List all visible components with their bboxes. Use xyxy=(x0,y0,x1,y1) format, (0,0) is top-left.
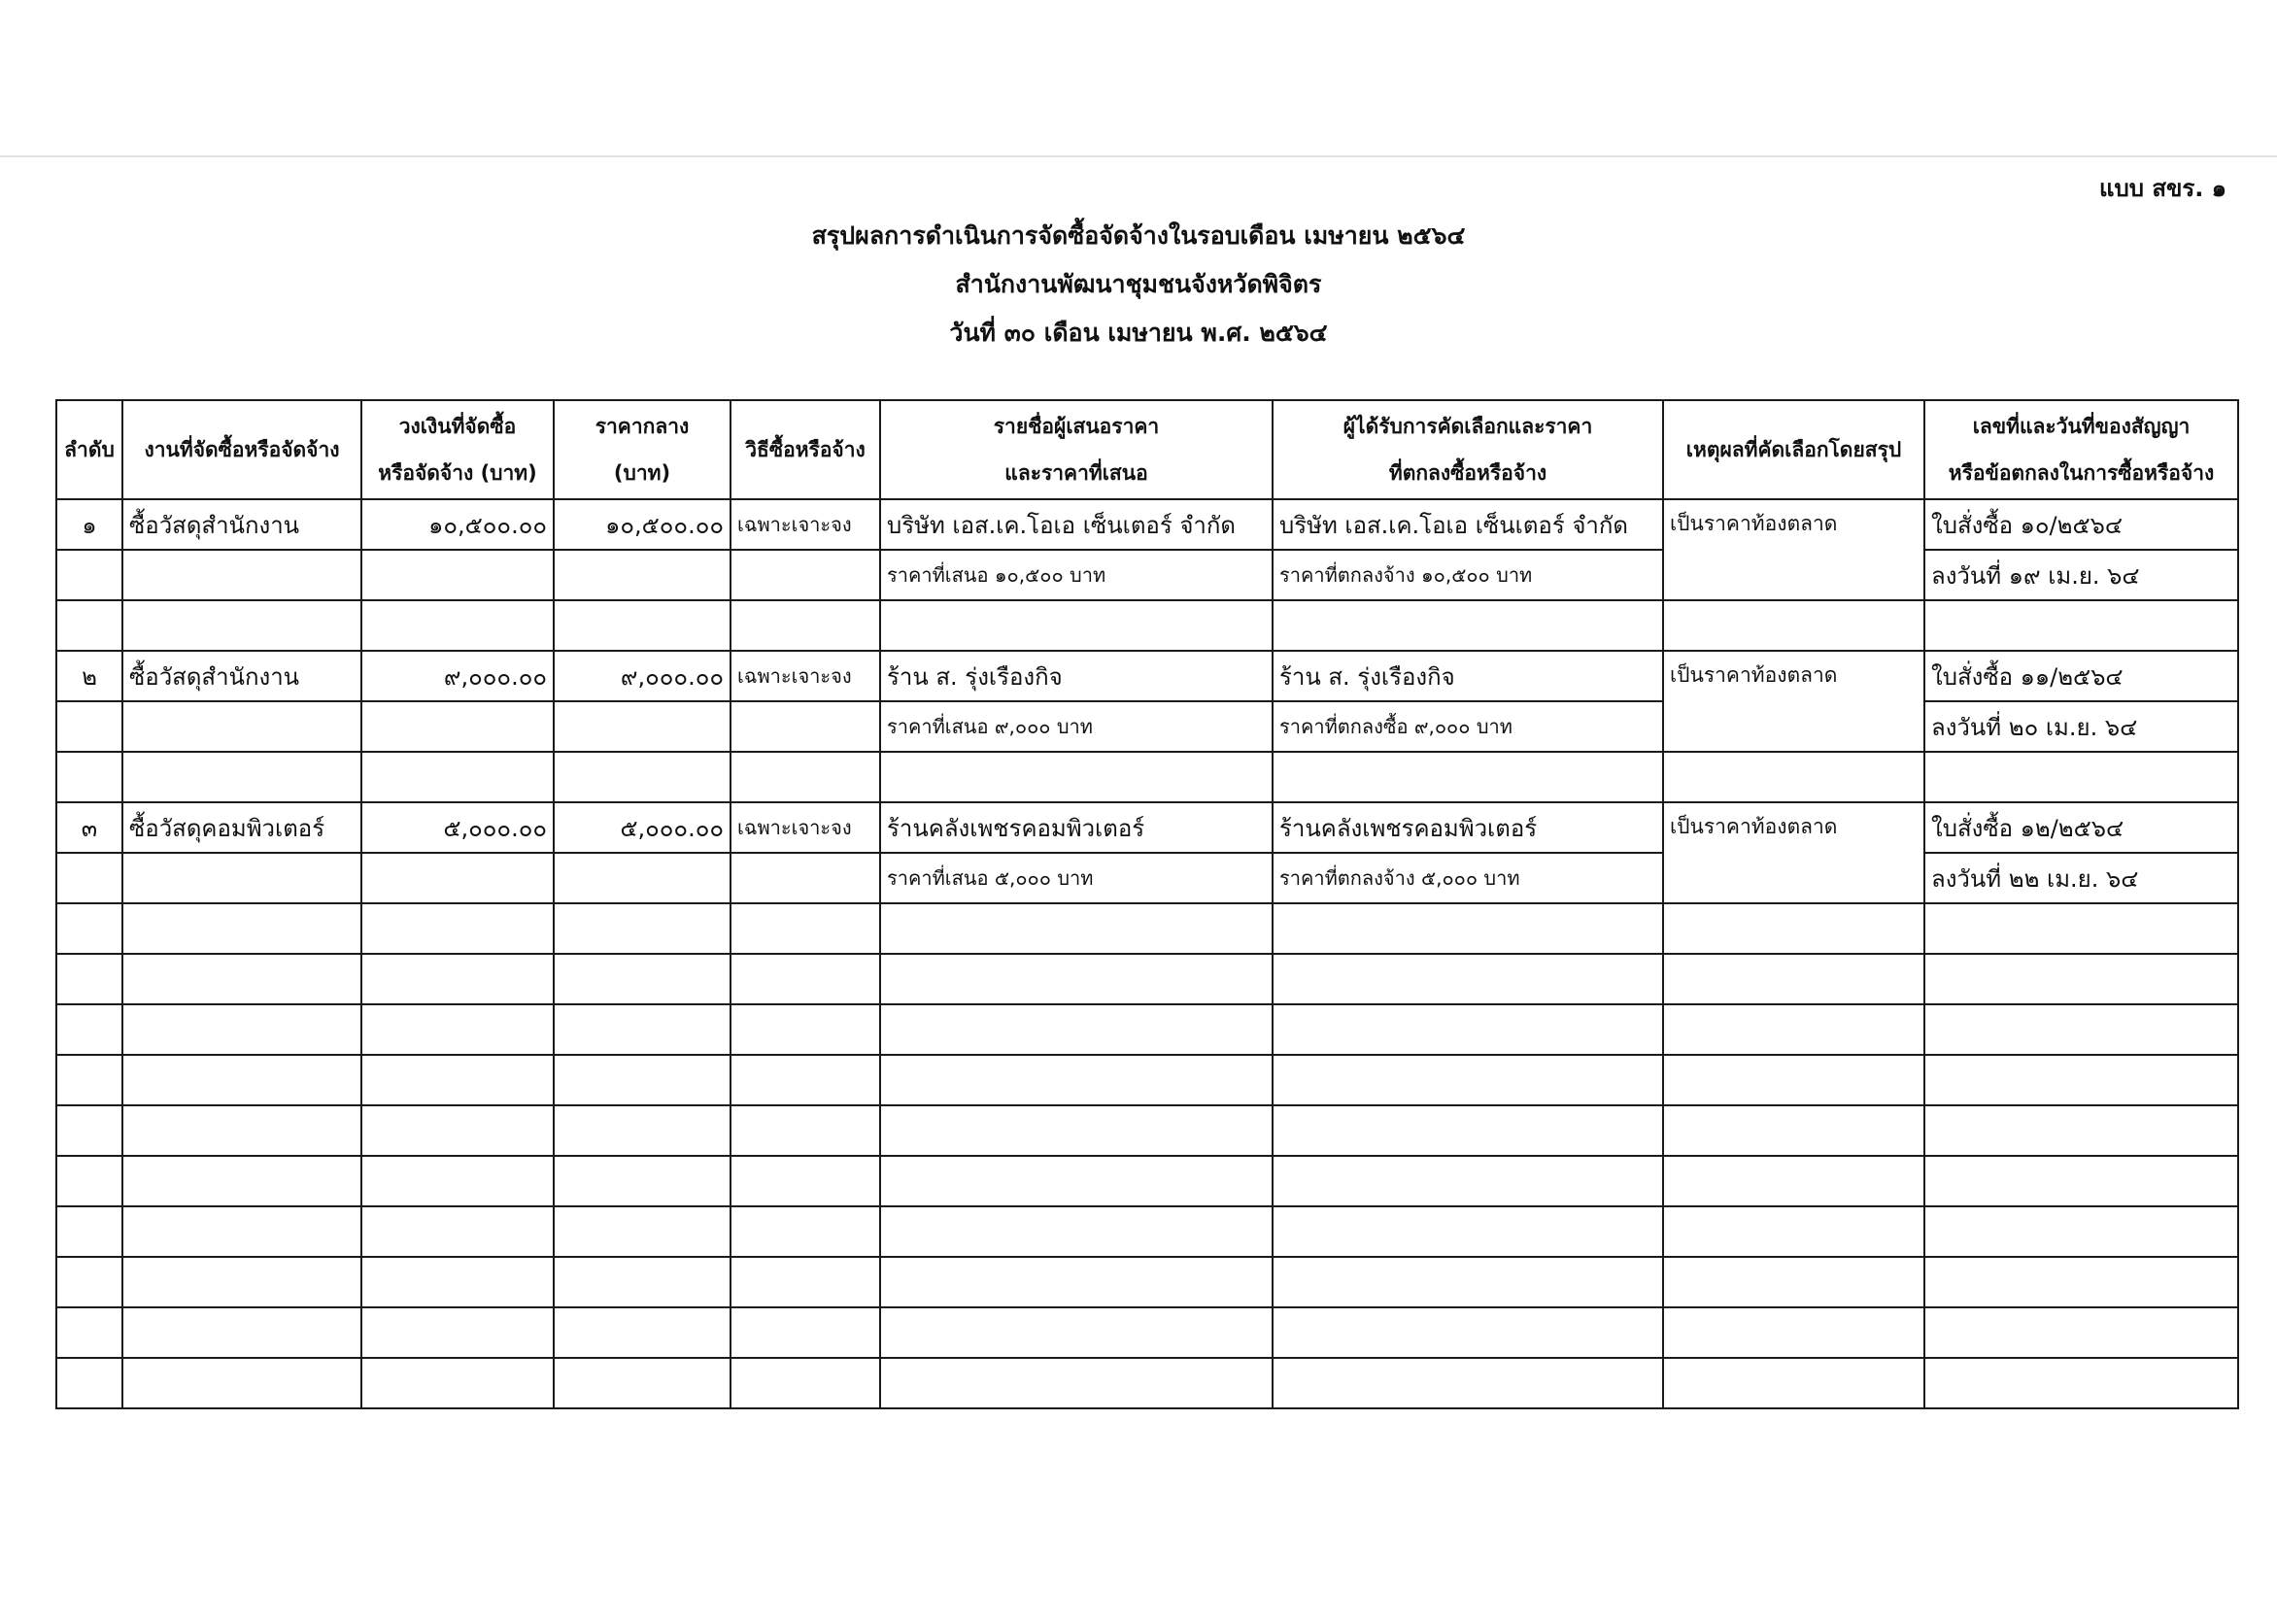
header-method: วิธีซื้อหรือจ้าง xyxy=(731,400,880,499)
header-median-price: ราคากลาง (บาท) xyxy=(554,400,731,499)
empty-row xyxy=(56,954,2238,1004)
row-winner: ร้านคลังเพชรคอมพิวเตอร์ xyxy=(1273,802,1663,853)
title-line-3: วันที่ ๓๐ เดือน เมษายน พ.ศ. ๒๕๖๔ xyxy=(949,319,1328,347)
row-contract-no: ใบสั่งซื้อ ๑๐/๒๕๖๔ xyxy=(1924,499,2238,550)
empty-row xyxy=(56,1358,2238,1408)
row-no: ๑ xyxy=(56,499,122,550)
row-reason: เป็นราคาท้องตลาด xyxy=(1663,802,1924,903)
table-row xyxy=(56,752,2238,802)
row-agreed-price: ราคาที่ตกลงซื้อ ๙,๐๐๐ บาท xyxy=(1273,701,1663,752)
row-winner: ร้าน ส. รุ่งเรืองกิจ xyxy=(1273,651,1663,701)
table-row xyxy=(56,600,2238,651)
empty-row xyxy=(56,1055,2238,1105)
header-no: ลำดับ xyxy=(56,400,122,499)
row-bidder: ร้าน ส. รุ่งเรืองกิจ xyxy=(880,651,1273,701)
title-line-1: สรุปผลการดำเนินการจัดซื้อจัดจ้างในรอบเดือน เมษายน ๒๕๖๔ xyxy=(811,221,1466,250)
row-contract-date: ลงวันที่ ๒๒ เม.ย. ๖๔ xyxy=(1924,853,2238,903)
row-bidder: บริษัท เอส.เค.โอเอ เซ็นเตอร์ จำกัด xyxy=(880,499,1273,550)
row-winner: บริษัท เอส.เค.โอเอ เซ็นเตอร์ จำกัด xyxy=(1273,499,1663,550)
row-method: เฉพาะเจาะจง xyxy=(731,651,880,701)
empty-row xyxy=(56,1156,2238,1206)
empty-row xyxy=(56,1004,2238,1055)
title-line-2: สำนักงานพัฒนาชุมชนจังหวัดพิจิตร xyxy=(955,270,1322,298)
header-reason: เหตุผลที่คัดเลือกโดยสรุป xyxy=(1663,400,1924,499)
header-item: งานที่จัดซื้อหรือจัดจ้าง xyxy=(122,400,361,499)
row-method: เฉพาะเจาะจง xyxy=(731,802,880,853)
row-item: ซื้อวัสดุสำนักงาน xyxy=(122,499,361,550)
form-code: แบบ สขร. ๑ xyxy=(2099,175,2226,202)
row-contract-no: ใบสั่งซื้อ ๑๑/๒๕๖๔ xyxy=(1924,651,2238,701)
header-contract: เลขที่และวันที่ของสัญญา หรือข้อตกลงในการซื้อหรือจ้าง xyxy=(1924,400,2238,499)
row-contract-date: ลงวันที่ ๒๐ เม.ย. ๖๔ xyxy=(1924,701,2238,752)
table-row xyxy=(56,802,2238,853)
table-row xyxy=(56,499,2238,550)
row-contract-date: ลงวันที่ ๑๙ เม.ย. ๖๔ xyxy=(1924,550,2238,600)
header-winner: ผู้ได้รับการคัดเลือกและราคา ที่ตกลงซื้อหรือจ้าง xyxy=(1273,400,1663,499)
row-item: ซื้อวัสดุคอมพิวเตอร์ xyxy=(122,802,361,853)
row-contract-no: ใบสั่งซื้อ ๑๒/๒๕๖๔ xyxy=(1924,802,2238,853)
empty-row xyxy=(56,1307,2238,1358)
row-budget: ๑๐,๕๐๐.๐๐ xyxy=(361,499,554,550)
row-median-price: ๑๐,๕๐๐.๐๐ xyxy=(554,499,731,550)
row-reason: เป็นราคาท้องตลาด xyxy=(1663,499,1924,600)
row-agreed-price: ราคาที่ตกลงจ้าง ๑๐,๕๐๐ บาท xyxy=(1273,550,1663,600)
row-reason: เป็นราคาท้องตลาด xyxy=(1663,651,1924,752)
row-bid-price: ราคาที่เสนอ ๕,๐๐๐ บาท xyxy=(880,853,1273,903)
row-bid-price: ราคาที่เสนอ ๙,๐๐๐ บาท xyxy=(880,701,1273,752)
row-no: ๒ xyxy=(56,651,122,701)
row-budget: ๙,๐๐๐.๐๐ xyxy=(361,651,554,701)
row-no: ๓ xyxy=(56,802,122,853)
empty-row xyxy=(56,1105,2238,1156)
page-edge-line xyxy=(0,155,2277,157)
row-method: เฉพาะเจาะจง xyxy=(731,499,880,550)
header-bidders: รายชื่อผู้เสนอราคา และราคาที่เสนอ xyxy=(880,400,1273,499)
table-header-row xyxy=(56,400,2238,499)
table-row xyxy=(56,651,2238,701)
empty-row xyxy=(56,1257,2238,1307)
empty-row xyxy=(56,903,2238,954)
row-median-price: ๕,๐๐๐.๐๐ xyxy=(554,802,731,853)
header-budget: วงเงินที่จัดซื้อ หรือจัดจ้าง (บาท) xyxy=(361,400,554,499)
procurement-table xyxy=(55,399,2239,1409)
row-bidder: ร้านคลังเพชรคอมพิวเตอร์ xyxy=(880,802,1273,853)
document-title-block xyxy=(0,212,2277,357)
row-agreed-price: ราคาที่ตกลงจ้าง ๕,๐๐๐ บาท xyxy=(1273,853,1663,903)
row-bid-price: ราคาที่เสนอ ๑๐,๕๐๐ บาท xyxy=(880,550,1273,600)
row-median-price: ๙,๐๐๐.๐๐ xyxy=(554,651,731,701)
empty-row xyxy=(56,1206,2238,1257)
row-item: ซื้อวัสดุสำนักงาน xyxy=(122,651,361,701)
row-budget: ๕,๐๐๐.๐๐ xyxy=(361,802,554,853)
